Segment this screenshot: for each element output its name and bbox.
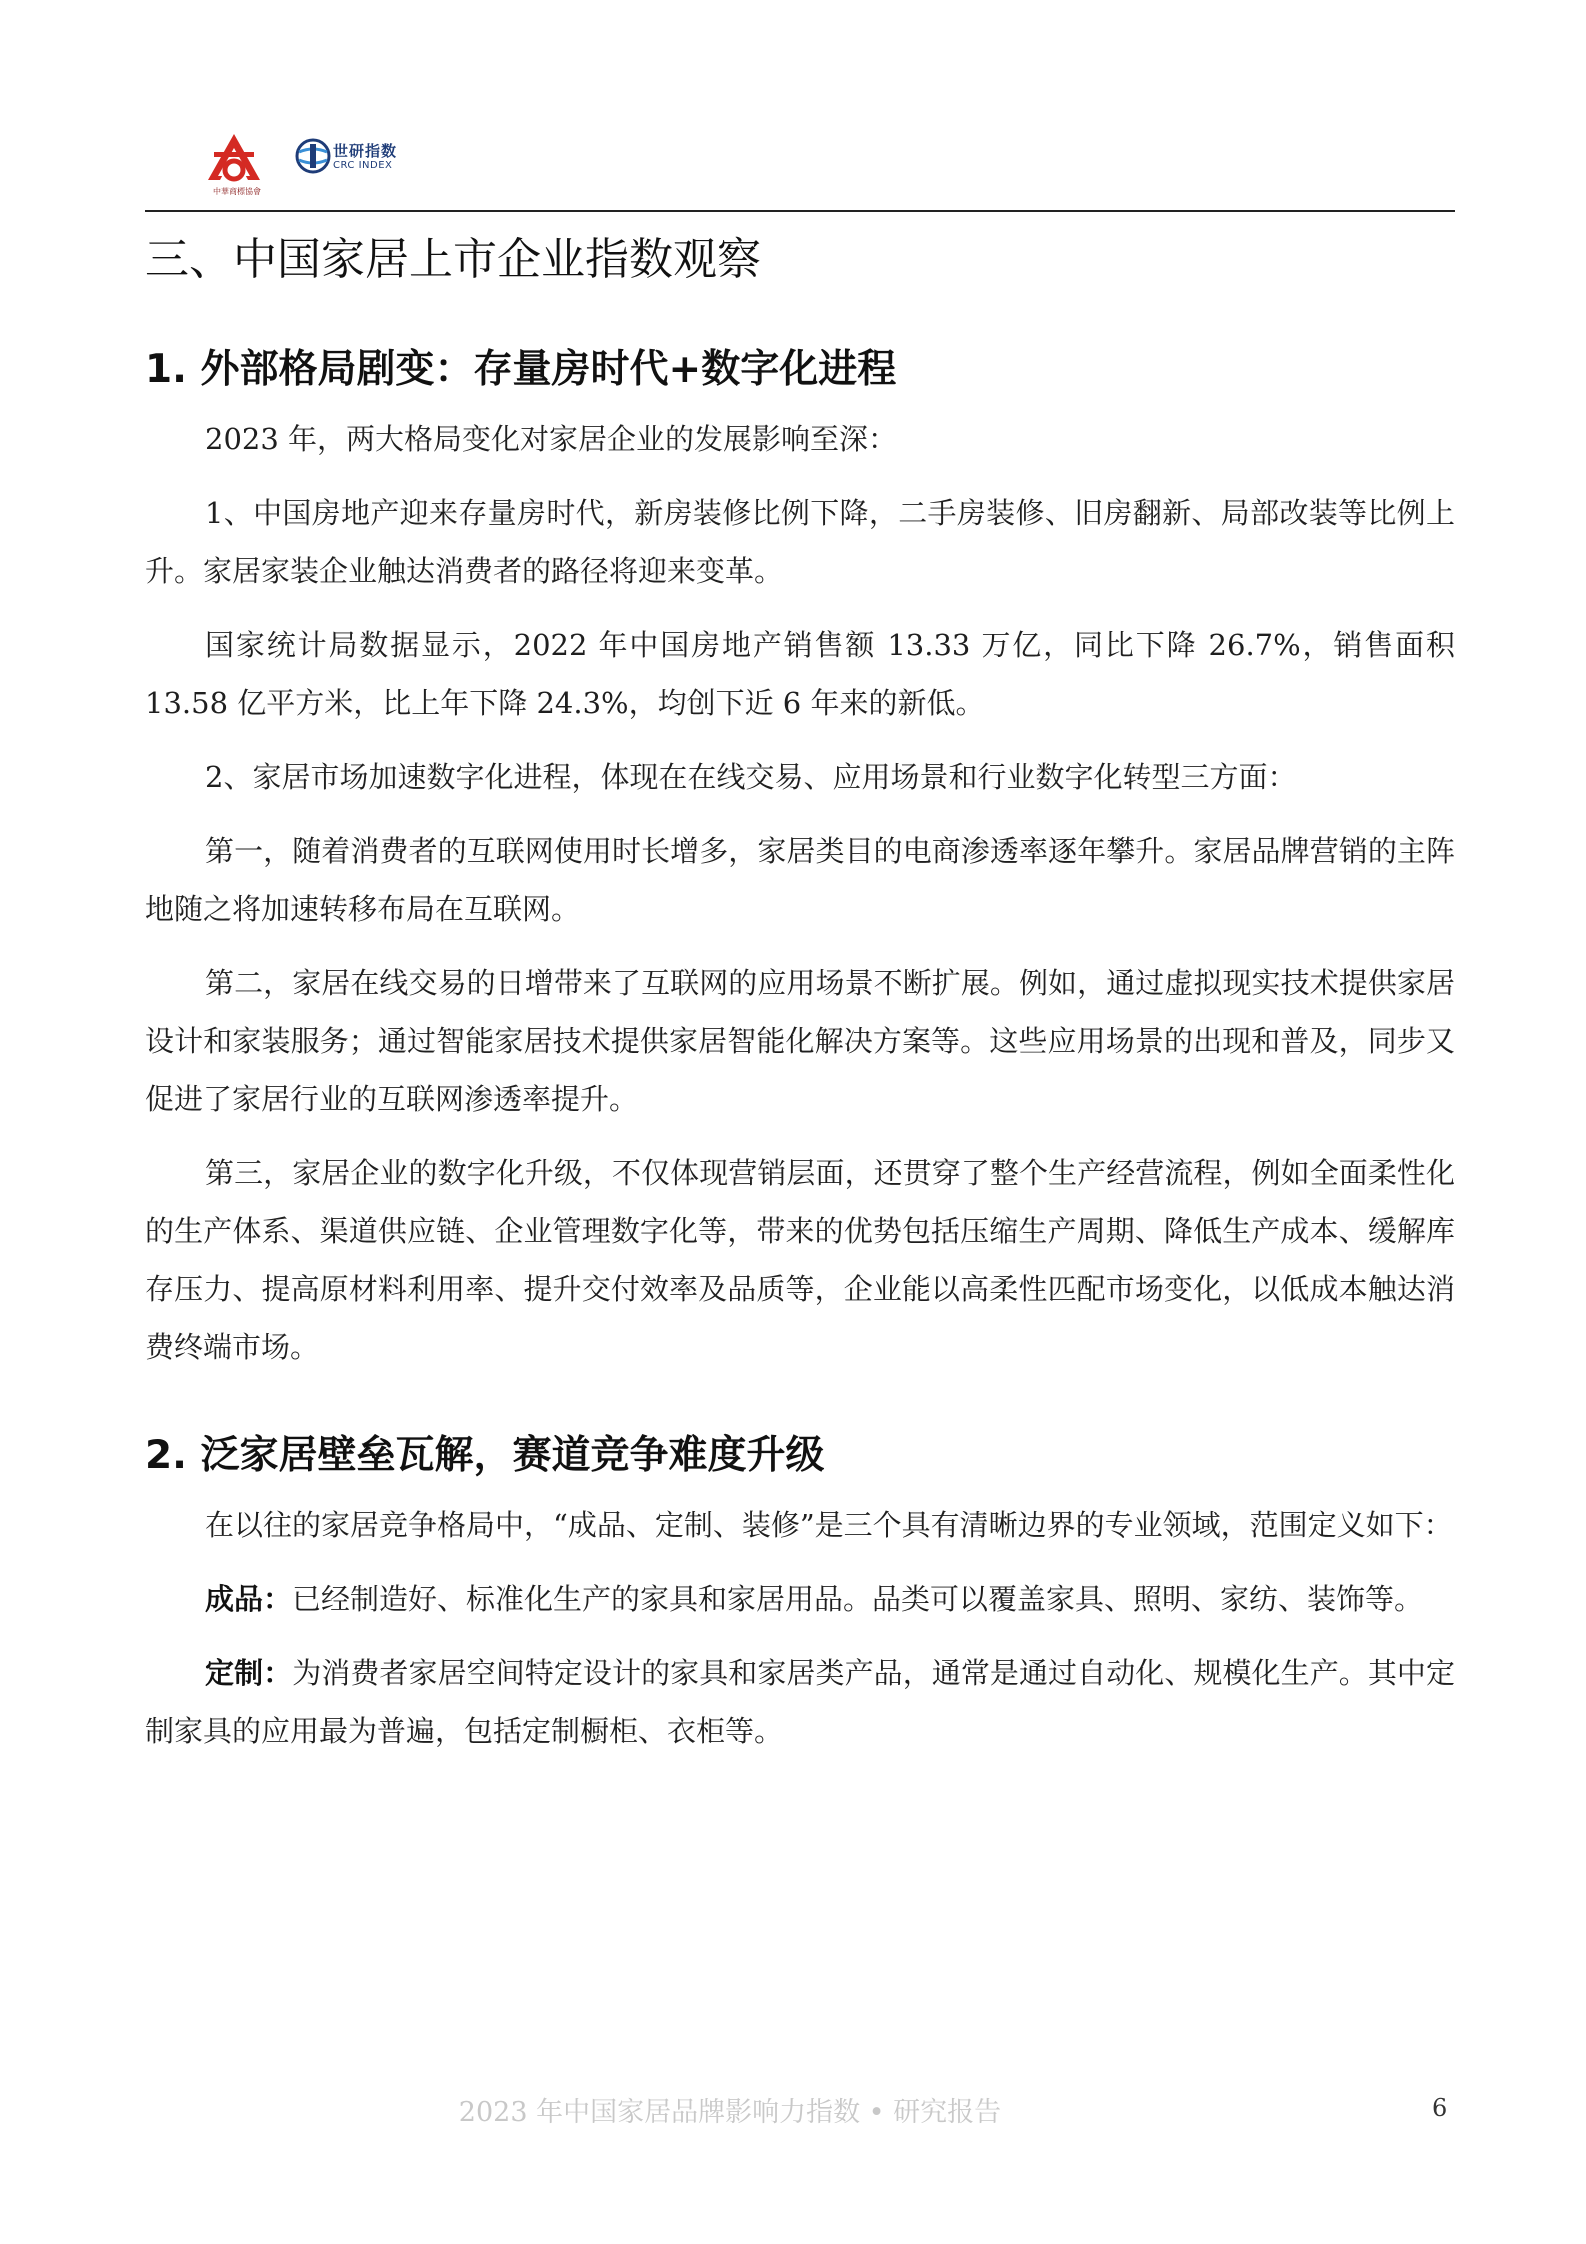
paragraph-landscape: 在以往的家居竞争格局中，“成品、定制、装修”是三个具有清晰边界的专业领域，范围定义如下：: [205, 1508, 1453, 1542]
paragraph-statistics: 国家统计局数据显示，2022 年中国房地产销售额 13.33 万亿，同比下降 26.7%，销售面积 13.58 亿平方米，比上年下降 24.3%，均创下近 6 年来的新低。: [145, 628, 1455, 720]
paragraph-second: 第二，家居在线交易的日增带来了互联网的应用场景不断扩展。例如，通过虚拟现实技术提供家居设计和家装服务；通过智能家居技术提供家居智能化解决方案等。这些应用场景的出现和普及，同步又促进了家居行业的互联网渗透率提升。: [145, 966, 1455, 1116]
crc-index-name-cn: 世研指数: [333, 142, 398, 160]
paragraph-third: 第三，家居企业的数字化升级，不仅体现营销层面，还贯穿了整个生产经营流程，例如全面柔性化的生产体系、渠道供应链、企业管理数字化等，带来的优势包括压缩生产周期、降低生产成本、缓解库存压力、提高原材料利用率、提升交付效率及品质等，企业能以高柔性匹配市场变化，以低成本触达消费终端市场。: [145, 1156, 1455, 1364]
custom-text: 为消费者家居空间特定设计的家具和家居类产品，通常是通过自动化、规模化生产。其中定制家具的应用最为普遍，包括定制橱柜、衣柜等。: [145, 1656, 1455, 1748]
custom-label: 定制：: [205, 1656, 293, 1690]
section-title: 三、中国家居上市企业指数观察: [145, 234, 761, 285]
association-logo-text: 中華商標協會: [213, 187, 261, 196]
paragraph-finished-products: [145, 1570, 1455, 1628]
header-divider: [145, 210, 1455, 212]
crc-index-name-en: CRC INDEX: [333, 160, 393, 171]
finished-products-text: 已经制造好、标准化生产的家具和家居用品。品类可以覆盖家具、照明、家纺、装饰等。: [292, 1582, 1424, 1616]
paragraph-point-2: 2、家居市场加速数字化进程，体现在在线交易、应用场景和行业数字化转型三方面：: [205, 760, 1297, 794]
globe-icon: [295, 138, 331, 174]
paragraph-point-1: 1、中国房地产迎来存量房时代，新房装修比例下降，二手房装修、旧房翻新、局部改装等比例上升。家居家装企业触达消费者的路径将迎来变革。: [145, 496, 1455, 588]
page-content: [145, 228, 1455, 1760]
paragraph-intro: 2023 年，两大格局变化对家居企业的发展影响至深：: [205, 422, 898, 456]
paragraph-first: 第一，随着消费者的互联网使用时长增多，家居类目的电商渗透率逐年攀升。家居品牌营销的主阵地随之将加速转移布局在互联网。: [145, 834, 1455, 926]
trademark-association-logo: [200, 130, 268, 200]
crc-index-logo: [295, 138, 435, 182]
trademark-association-emblem-icon: [200, 130, 268, 186]
finished-products-label: 成品：: [205, 1582, 293, 1616]
page-number: 6: [1432, 2094, 1448, 2122]
subsection-title-1: 1. 外部格局剧变：存量房时代+数字化进程: [145, 347, 897, 392]
subsection-title-2: 2. 泛家居壁垒瓦解，赛道竞争难度升级: [145, 1433, 825, 1478]
footer-report-title: 2023 年中国家居品牌影响力指数 • 研究报告: [458, 2097, 1002, 2128]
page-footer: [0, 2090, 1586, 2130]
paragraph-custom: [145, 1644, 1455, 1760]
page-header: [145, 130, 1455, 210]
